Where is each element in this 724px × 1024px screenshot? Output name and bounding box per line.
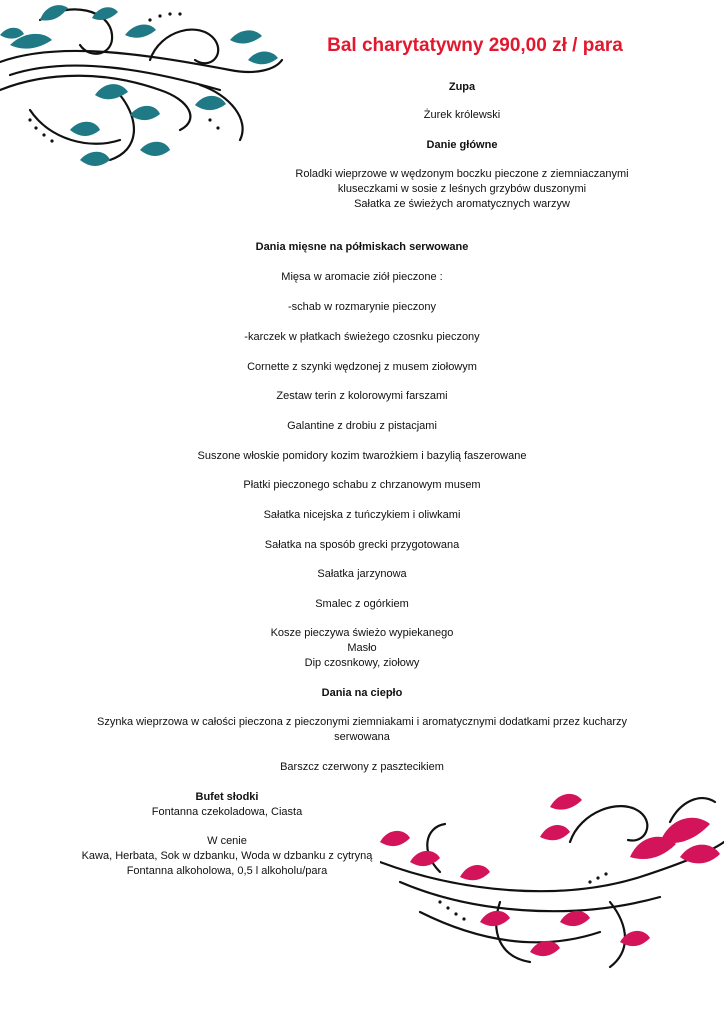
platter-item: Zestaw terin z kolorowymi farszami xyxy=(276,390,448,402)
main-course-heading: Danie główne xyxy=(426,139,498,151)
included-line: Fontanna alkoholowa, 0,5 l alkoholu/para xyxy=(126,865,328,877)
platter-item: Smalec z ogórkiem xyxy=(315,598,409,610)
platters-heading: Dania mięsne na półmiskach serwowane xyxy=(255,241,469,253)
sweet-buffet-heading: Bufet słodki xyxy=(195,791,259,803)
platter-item: Sałatka na sposób grecki przygotowana xyxy=(264,539,460,551)
main-course-line: Roladki wieprzowe w wędzonym boczku pieczone z ziemniaczanymi xyxy=(295,168,629,180)
bread-line: Masło xyxy=(347,642,377,654)
platter-item: Płatki pieczonego schabu z chrzanowym musem xyxy=(243,479,481,491)
soup-heading: Zupa xyxy=(448,81,476,93)
hot-dish-line: Szynka wieprzowa w całości pieczona z pieczonymi ziemniakami i aromatycznymi dodatkami przez kucharzy xyxy=(96,716,628,728)
sweet-buffet-line: Fontanna czekoladowa, Ciasta xyxy=(151,806,303,818)
platter-item: Cornette z szynki wędzonej z musem ziołowym xyxy=(247,361,477,373)
soup-item: Żurek królewski xyxy=(423,109,501,121)
floral-ornament-teal-icon xyxy=(0,0,285,185)
platter-item: Sałatka jarzynowa xyxy=(317,568,407,580)
included-heading: W cenie xyxy=(207,835,247,847)
main-course-line: Sałatka ze świeżych aromatycznych warzyw xyxy=(354,198,570,210)
platter-item: Sałatka nicejska z tuńczykiem i oliwkami xyxy=(263,509,461,521)
bread-line: Dip czosnkowy, ziołowy xyxy=(304,657,420,669)
hot-dishes-heading: Dania na ciepło xyxy=(321,687,403,699)
platter-item: -karczek w płatkach świeżego czosnku pieczony xyxy=(244,331,480,343)
page-title: Bal charytatywny 290,00 zł / para xyxy=(327,35,623,56)
main-course-line: kluseczkami w sosie z leśnych grzybów duszonymi xyxy=(337,183,587,195)
hot-soup: Barszcz czerwony z pasztecikiem xyxy=(280,761,444,773)
floral-ornament-magenta-icon xyxy=(380,782,724,982)
platter-item: Mięsa w aromacie ziół pieczone : xyxy=(281,271,443,283)
platter-item: Suszone włoskie pomidory kozim twarożkiem i bazylią faszerowane xyxy=(197,450,527,462)
hot-dish-line: serwowana xyxy=(334,731,390,743)
platter-item: -schab w rozmarynie pieczony xyxy=(288,301,436,313)
included-line: Kawa, Herbata, Sok w dzbanku, Woda w dzbanku z cytryną xyxy=(81,850,373,862)
platter-item: Galantine z drobiu z pistacjami xyxy=(287,420,437,432)
bread-line: Kosze pieczywa świeżo wypiekanego xyxy=(270,627,454,639)
